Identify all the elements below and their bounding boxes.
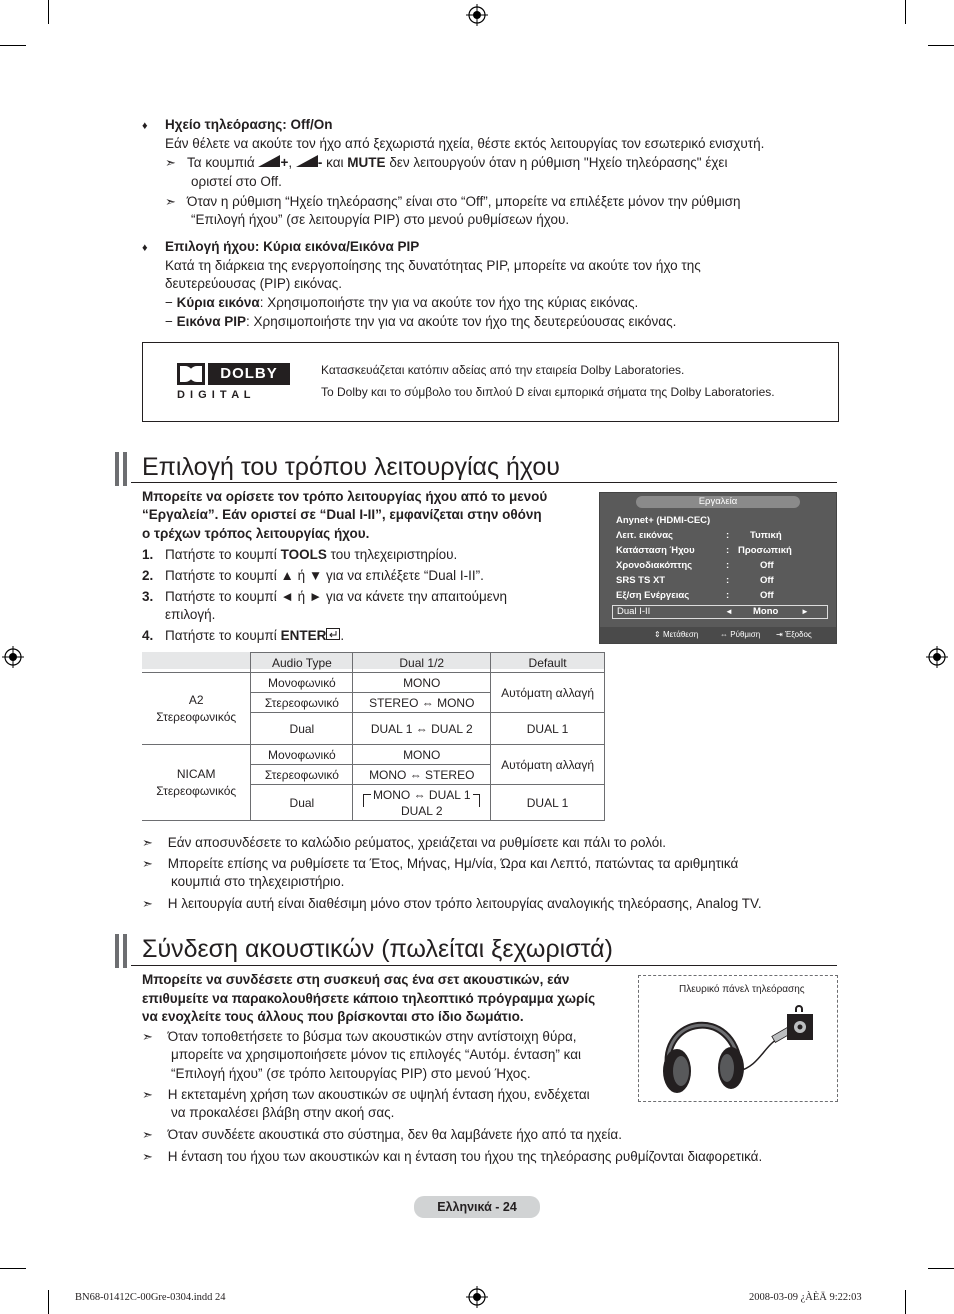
hp-note-4: ➣ Η ένταση του ήχου των ακουστικών και η ένταση του ήχου της τηλεόρασης ρυθμίζονται διαφορετικά. bbox=[142, 1149, 763, 1164]
group-a2: A2 Στερεοφωνικός bbox=[142, 673, 251, 745]
step-1: Πατήστε το κουμπί TOOLS του τηλεχειριστηρίου. bbox=[165, 547, 458, 562]
dolby-box bbox=[142, 342, 839, 422]
nav-exit: ⇥ Έξοδος bbox=[776, 630, 812, 639]
headphones-icon bbox=[639, 976, 837, 1101]
hp-note-1c: “Επιλογή ήχου” (σε τρόπο λειτουργίας PIP) στο μενού Ήχος. bbox=[171, 1066, 531, 1081]
table-header-row bbox=[142, 653, 605, 673]
tools-menu-title: Εργαλεία bbox=[636, 496, 800, 508]
section-title-sound-mode: Επιλογή του τρόπου λειτουργίας ήχου bbox=[142, 453, 560, 481]
hp-note-2: ➣ Η εκτεταμένη χρήση των ακουστικών σε υψηλή ένταση ήχου, ενδέχεται bbox=[142, 1087, 590, 1102]
crop-mark bbox=[0, 45, 26, 46]
menu-item-anynet[interactable]: Anynet+ (HDMI-CEC) bbox=[616, 515, 711, 526]
crop-mark bbox=[48, 0, 49, 24]
dolby-line-1: Κατασκευάζεται κατόπιν αδείας από την εταιρεία Dolby Laboratories. bbox=[321, 363, 685, 377]
sound-select-p1: Κατά τη διάρκεια της ενεργοποίησης της δυνατότητας PIP, μπορείτε να ακούτε τον ήχο της bbox=[165, 258, 701, 273]
step-number: 1. bbox=[142, 547, 154, 562]
speaker-title: Ηχείο τηλεόρασης: Off/On bbox=[165, 117, 333, 132]
step-number: 4. bbox=[142, 628, 154, 643]
registration-mark-icon bbox=[466, 1286, 488, 1308]
section-bar bbox=[115, 452, 119, 486]
table-row: Στερεοφωνικό STEREO ⇔ MONO bbox=[142, 693, 605, 713]
hp-note-1b: μπορείτε να χρησιμοποιήσετε μόνον τις επιλογές “Αυτόμ. ένταση” και bbox=[171, 1047, 582, 1062]
volume-down-icon bbox=[296, 155, 318, 167]
note-set-time: ➣ Μπορείτε επίσης να ρυθμίσετε τα Έτος, Μήνας, Ημ/νία, Ώρα και Λεπτό, πατώντας τα αριθμητικά bbox=[142, 856, 739, 871]
left-arrow-icon: ◄ bbox=[725, 607, 733, 616]
crop-mark bbox=[905, 0, 906, 24]
bullet-icon: ♦ bbox=[142, 120, 148, 132]
sound-select-pip: − Εικόνα PIP: Χρησιμοποιήστε την για να ακούτε τον ήχο της δευτερεύουσας εικόνας. bbox=[165, 314, 677, 329]
step-2: Πατήστε το κουμπί ▲ ή ▼ για να επιλέξετε “Dual I-II”. bbox=[165, 568, 484, 583]
sound-select-main: − Κύρια εικόνα: Χρησιμοποιήστε την για να ακούτε τον ήχο της κύριας εικόνας. bbox=[165, 295, 639, 310]
section2-intro-2: επιθυμείτε να παρακολουθήσετε κάποιο τηλεοπτικό πρόγραμμα χωρίς bbox=[142, 991, 596, 1006]
step-number: 2. bbox=[142, 568, 154, 583]
headphone-illustration bbox=[638, 975, 838, 1102]
section1-intro-1: Μπορείτε να ορίσετε τον τρόπο λειτουργίας ήχου από το μενού bbox=[142, 489, 548, 504]
note-arrow-icon: ➣ bbox=[142, 1127, 153, 1142]
note-arrow-icon: ➣ bbox=[165, 155, 176, 170]
crop-mark bbox=[928, 1268, 954, 1269]
dolby-line-2: Το Dolby και το σύμβολο του διπλού D είναι εμπορικά σήματα της Dolby Laboratories. bbox=[321, 385, 775, 399]
section-bar bbox=[123, 452, 127, 486]
sound-select-p2: δευτερεύουσας (PIP) εικόνας. bbox=[165, 276, 343, 291]
note-arrow-icon: ➣ bbox=[142, 1029, 153, 1044]
title-underline bbox=[131, 482, 837, 483]
dolby-double-d-icon bbox=[177, 363, 205, 385]
section-title-headphones: Σύνδεση ακουστικών (πωλείται ξεχωριστά) bbox=[142, 935, 613, 963]
page-number: Ελληνικά - 24 bbox=[414, 1196, 540, 1218]
menu-item-energy-saving[interactable]: Εξ/ση Ενέργειας : Off bbox=[616, 590, 774, 601]
note-arrow-icon: ➣ bbox=[142, 896, 153, 911]
crop-mark bbox=[928, 45, 954, 46]
note-analog: ➣ Η λειτουργία αυτή είναι διαθέσιμη μόνο στον τρόπο λειτουργίας αναλογικής τηλεόρασης, Analog TV. bbox=[142, 896, 762, 911]
crop-mark bbox=[48, 1290, 49, 1314]
tools-menu bbox=[599, 492, 837, 644]
crop-mark bbox=[905, 1290, 906, 1314]
enter-icon bbox=[326, 628, 340, 640]
section-bar bbox=[115, 934, 119, 968]
table-row: NICAM Στερεοφωνικός Μονοφωνικό MONO Αυτόματη αλλαγή bbox=[142, 745, 605, 765]
table-row: Dual DUAL 1 ⇔ DUAL 2 DUAL 1 bbox=[142, 713, 605, 745]
section2-intro-1: Μπορείτε να συνδέσετε στη συσκευή σας ένα σετ ακουστικών, εάν bbox=[142, 972, 570, 987]
hp-note-2b: να προκαλέσει βλάβη στην ακοή σας. bbox=[171, 1105, 395, 1120]
section-bar bbox=[123, 934, 127, 968]
registration-mark-icon bbox=[466, 4, 488, 26]
step-number: 3. bbox=[142, 589, 154, 604]
group-nicam: NICAM Στερεοφωνικός bbox=[142, 745, 251, 821]
note-arrow-icon: ➣ bbox=[142, 1149, 153, 1164]
dolby-digital-text: D I G I T A L bbox=[177, 389, 252, 401]
speaker-note-2-cont: “Επιλογή ήχου” (σε λειτουργία PIP) στο μενού ρυθμίσεων ήχου. bbox=[191, 212, 570, 227]
table-row: Dual MONO ⇔ DUAL 1 DUAL 2 DUAL 1 bbox=[142, 785, 605, 821]
tools-nav-bar bbox=[600, 627, 836, 643]
nav-adjust: ⇔ Ρύθμιση bbox=[720, 630, 761, 639]
note-set-time-cont: κουμπιά στο τηλεχειριστήριο. bbox=[171, 874, 345, 889]
section1-intro-3: ο τρέχων τρόπος λειτουργίας ήχου. bbox=[142, 526, 370, 541]
side-panel-label: Πλευρικό πάνελ τηλεόρασης bbox=[679, 984, 805, 995]
note-arrow-icon: ➣ bbox=[142, 1087, 153, 1102]
speaker-note-2: ➣ Όταν η ρύθμιση “Ηχείο τηλεόρασης” είναι στο “Off”, μπορείτε να επιλέξετε μόνον την ρύθμιση bbox=[165, 194, 741, 209]
speaker-text: Εάν θέλετε να ακούτε τον ήχο από ξεχωριστά ηχεία, θέστε εκτός λειτουργίας τον εσωτερικό ενισχυτή. bbox=[165, 136, 765, 151]
section1-intro-2: “Εργαλεία”. Εάν οριστεί σε “Dual I-II”, εμφανίζεται στην οθόνη bbox=[142, 507, 542, 522]
header-audio-type: Audio Type bbox=[251, 653, 353, 673]
audio-table bbox=[142, 652, 605, 821]
nav-move: ⇕ Μετάθεση bbox=[654, 630, 699, 639]
step-4: Πατήστε το κουμπί ENTER . bbox=[165, 628, 345, 643]
menu-item-sound-mode[interactable]: Κατάσταση Ήχου : Προσωπική bbox=[616, 545, 792, 556]
title-underline bbox=[131, 965, 837, 966]
step-3: Πατήστε το κουμπί ◄ ή ► για να κάνετε την απαιτούμενη bbox=[165, 589, 508, 604]
header-dual: Dual 1/2 bbox=[353, 653, 491, 673]
speaker-note-1: ➣ Τα κουμπιά +, - και MUTE δεν λειτουργούν όταν η ρύθμιση "Ηχείο τηλεόρασης" έχει bbox=[165, 155, 728, 170]
footer-date: 2008-03-09 ¿ÀÈÄ 9:22:03 bbox=[749, 1292, 862, 1303]
table-row: Στερεοφωνικό MONO ⇔ STEREO bbox=[142, 765, 605, 785]
table-row: A2 Στερεοφωνικός Μονοφωνικό MONO Αυτόματη αλλαγή bbox=[142, 673, 605, 693]
header-default: Default bbox=[491, 653, 605, 673]
hp-note-1: ➣ Όταν τοποθετήσετε το βύσμα των ακουστικών στην αντίστοιχη θύρα, bbox=[142, 1029, 577, 1044]
note-arrow-icon: ➣ bbox=[165, 194, 176, 209]
right-arrow-icon: ► bbox=[801, 607, 809, 616]
footer-file: BN68-01412C-00Gre-0304.indd 24 bbox=[75, 1292, 226, 1303]
menu-item-srs[interactable]: SRS TS XT : Off bbox=[616, 575, 774, 586]
note-clock: ➣ Εάν αποσυνδέσετε το καλώδιο ρεύματος, χρειάζεται να ρυθμίσετε και πάλι το ρολόι. bbox=[142, 835, 666, 850]
registration-mark-icon bbox=[2, 646, 24, 668]
note-arrow-icon: ➣ bbox=[142, 856, 153, 871]
crop-mark bbox=[0, 1268, 26, 1269]
menu-item-sleep-timer[interactable]: Χρονοδιακόπτης : Off bbox=[616, 560, 774, 571]
bullet-icon: ♦ bbox=[142, 242, 148, 254]
dolby-word: DOLBY bbox=[208, 363, 290, 385]
hp-note-3: ➣ Όταν συνδέετε ακουστικά στο σύστημα, δεν θα λαμβάνετε ήχο από τα ηχεία. bbox=[142, 1127, 622, 1142]
note-arrow-icon: ➣ bbox=[142, 835, 153, 850]
registration-mark-icon bbox=[926, 646, 948, 668]
step-3-cont: επιλογή. bbox=[165, 607, 216, 622]
section2-intro-3: να ενοχλείτε τους άλλους που βρίσκονται στο ίδιο δωμάτιο. bbox=[142, 1009, 524, 1024]
menu-item-picture-mode[interactable]: Λειτ. εικόνας : Τυπική bbox=[616, 530, 782, 541]
menu-item-dual-selected[interactable]: Dual I-II ◄ Mono ► bbox=[612, 605, 828, 619]
speaker-note-1-cont: οριστεί στο Off. bbox=[191, 174, 282, 189]
volume-up-icon bbox=[258, 155, 280, 167]
sound-select-title: Επιλογή ήχου: Κύρια εικόνα/Εικόνα PIP bbox=[165, 239, 420, 254]
